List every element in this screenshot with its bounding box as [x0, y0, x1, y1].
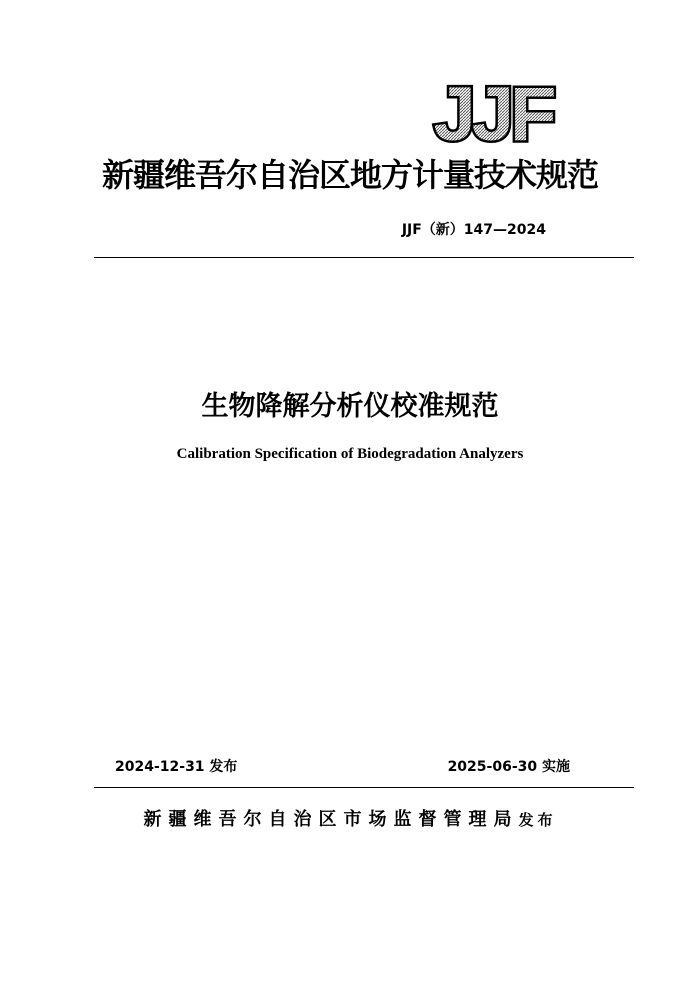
effective-date: 2025-06-30 实施: [447, 759, 570, 775]
jjf-logo-text: JJF: [433, 80, 553, 144]
organization-title: 新疆维吾尔自治区地方计量技术规范: [101, 156, 598, 194]
standard-number: JJF（新）147—2024: [401, 222, 546, 238]
footer-divider: [94, 787, 634, 788]
jjf-logo: [418, 80, 568, 144]
publisher-suffix: 发布: [518, 811, 557, 829]
issue-date: 2024-12-31 发布: [115, 759, 238, 775]
publisher-line: [0, 806, 700, 834]
header-divider: [94, 257, 634, 258]
document-title-english: Calibration Specification of Biodegradation Analyzers: [176, 446, 524, 462]
publisher-name: 新疆维吾尔自治区市场监督管理局: [143, 809, 519, 830]
document-title-chinese: 生物降解分析仪校准规范: [201, 391, 499, 422]
